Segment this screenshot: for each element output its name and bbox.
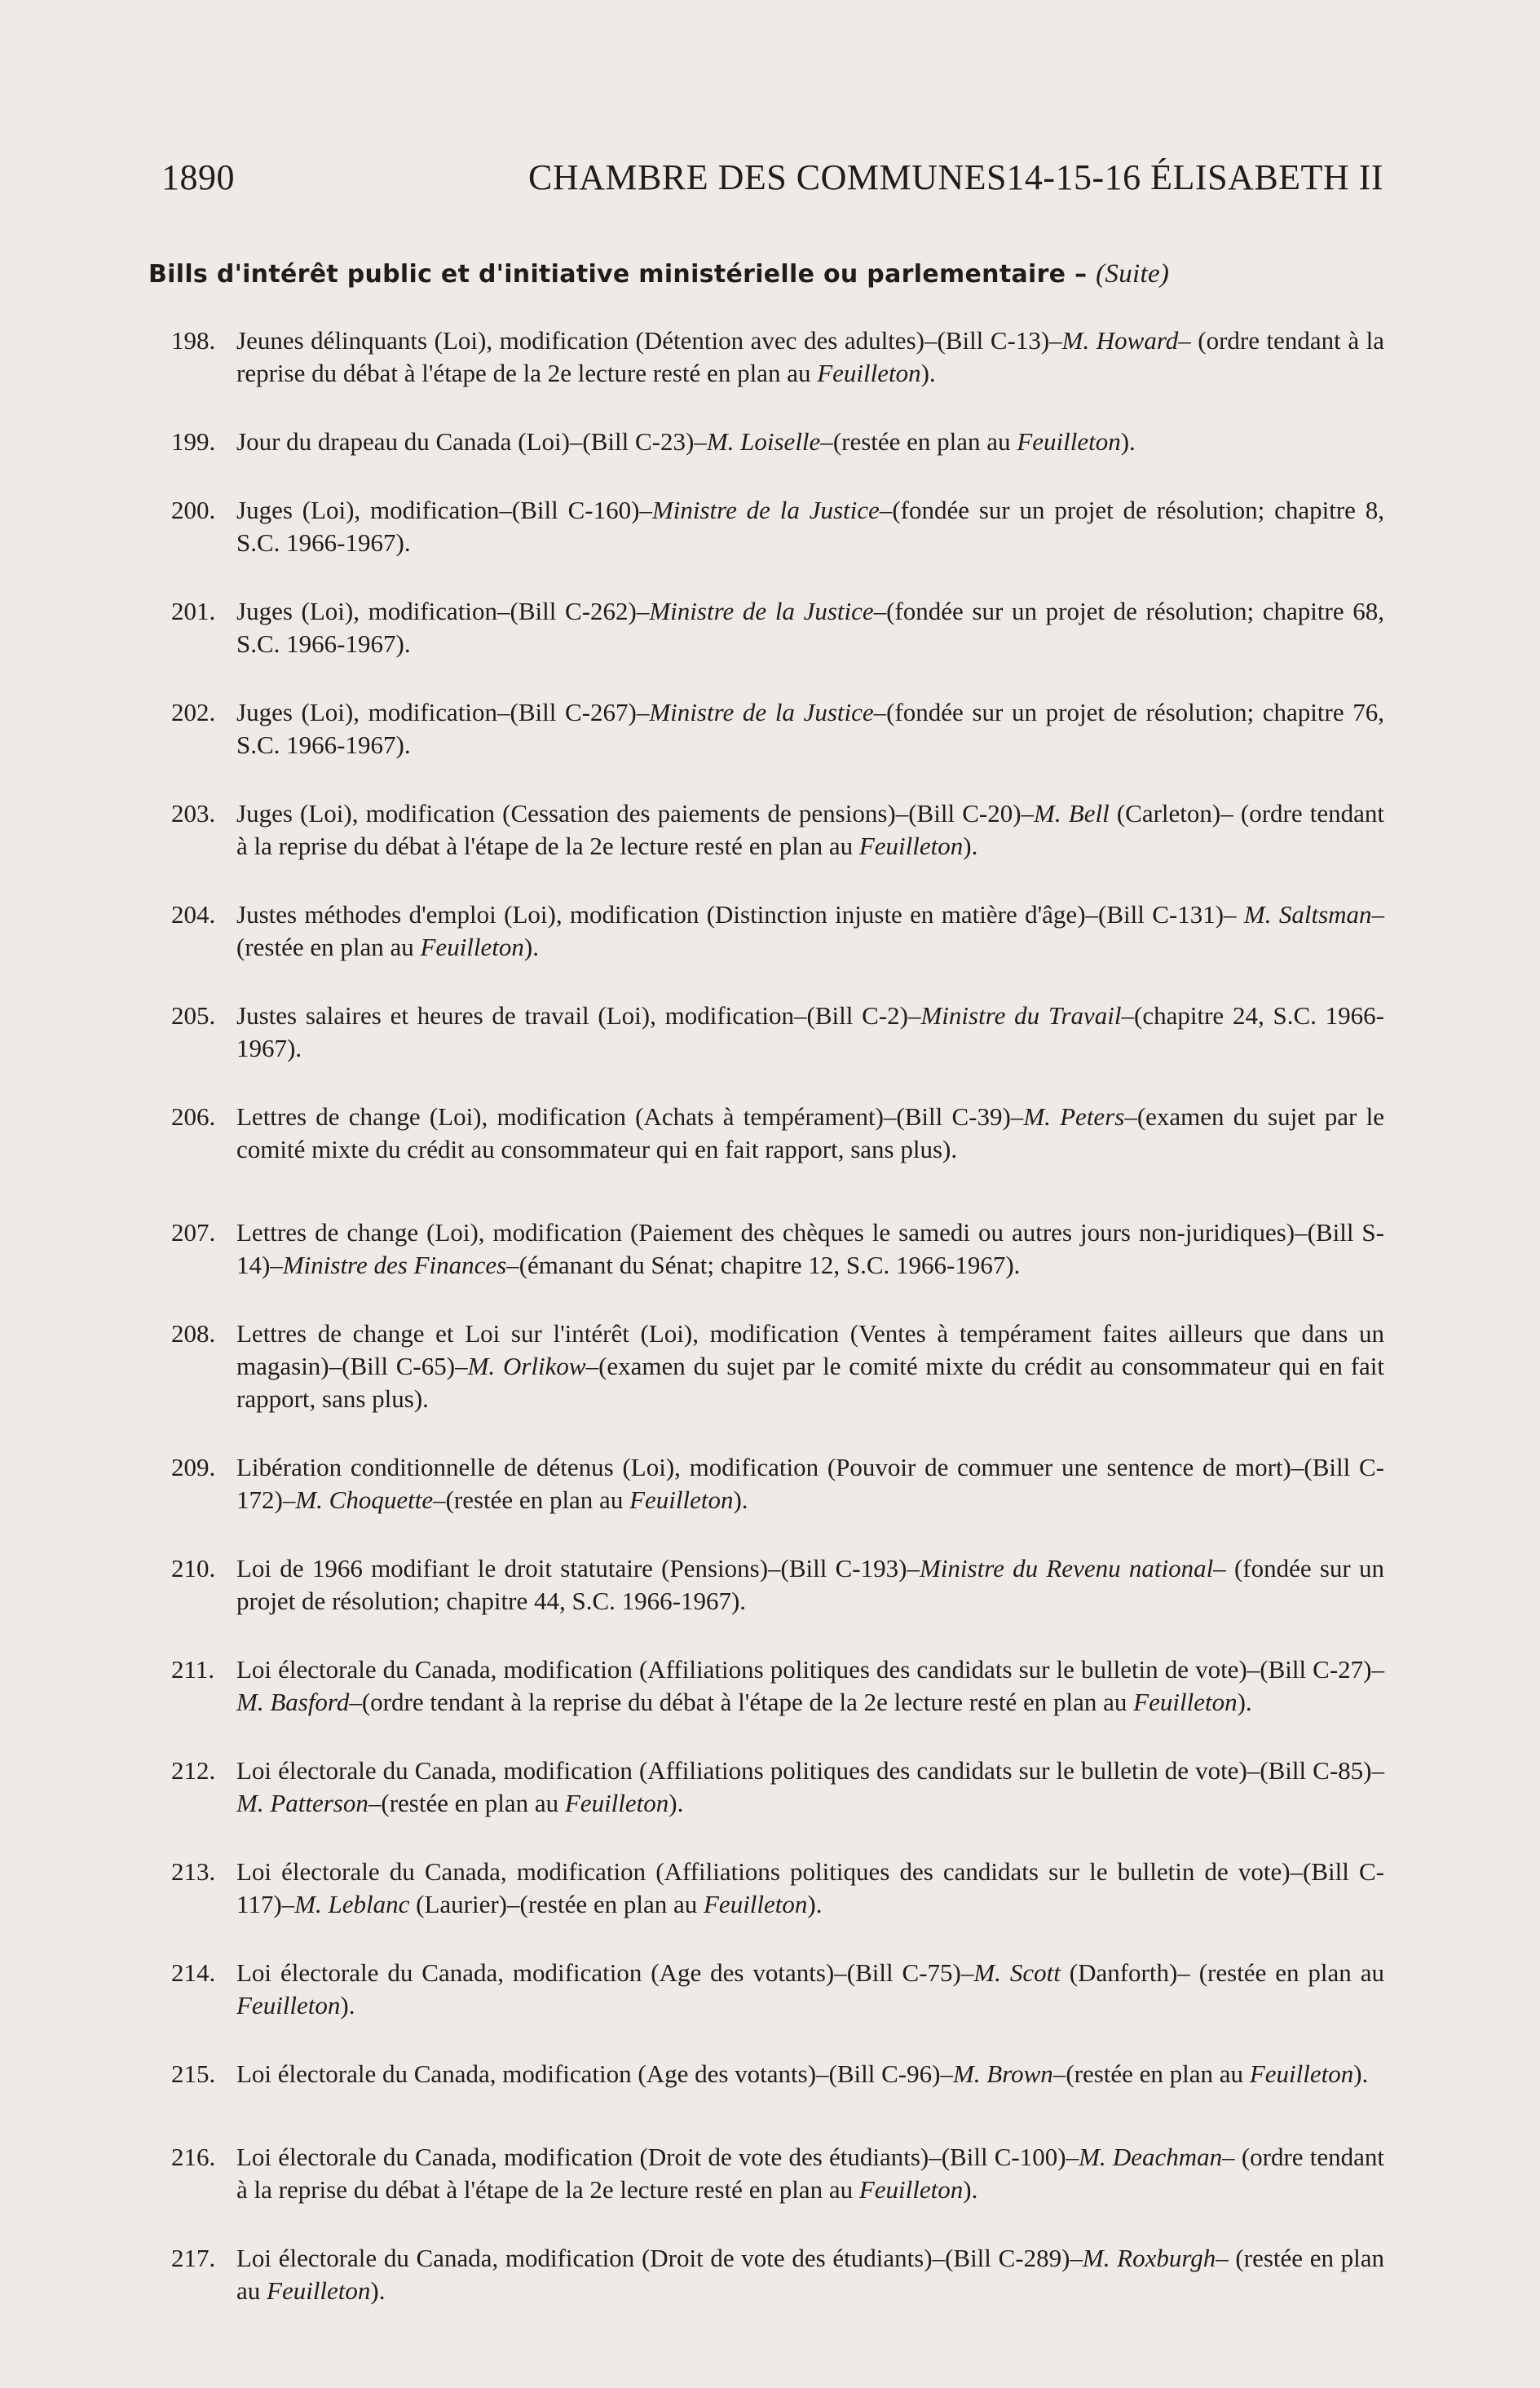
section-title [148,259,1169,289]
text-segment: (Carleton)– (ordre tendant à la reprise du débat à l'étape de la 2e lecture resté en plan au [236,799,1385,860]
regnal-year: 14-15-16 ÉLISABETH II [1006,157,1383,197]
italic-segment: Ministre de la Justice– [649,698,887,726]
italic-segment: Feuilleton [564,1789,669,1817]
text-segment: Loi électorale du Canada, modification (Affiliations politiques des candidats sur le bulletin de vote)–(Bill C-85)– [236,1756,1384,1785]
text-segment: Loi électorale du Canada, modification (Droit de vote des étudiants)–(Bill C-289)– [236,2244,1083,2272]
text-segment: Libération conditionnelle de détenus (Loi), modification (Pouvoir de commuer une sentence de mort)–(Bill C-172)– [236,1453,1384,1514]
text-segment: (ordre tendant à la reprise du débat à l'étape de la 2e lecture resté en plan au [361,1688,1134,1716]
bill-entry [161,494,1384,559]
bill-number: 212. [171,1756,216,1785]
bill-entry [161,1000,1384,1065]
bill-number: 205. [171,1001,216,1030]
bill-text [236,595,1384,660]
text-segment: (fondée sur un projet de résolution; chapitre 76, S.C. 1966-1967). [236,698,1385,759]
bill-number: 200. [171,496,216,524]
section-title-text: Bills d'intérêt public et d'initiative ministérielle ou parlementaire – [148,260,1088,289]
text-segment: Loi électorale du Canada, modification (Affiliations politiques des candidats sur le bulletin de vote)–(Bill C-27)– [236,1655,1384,1684]
bill-text [236,1957,1384,2022]
bill-list [161,289,1384,2307]
bill-text [236,494,1384,559]
bill-text [236,1552,1384,1618]
bill-text [236,898,1384,964]
italic-segment: M. Peters– [1023,1102,1137,1131]
italic-segment: Ministre du Revenu national– [919,1554,1226,1582]
italic-segment: Feuilleton [1017,427,1121,456]
bill-number: 201. [171,597,216,625]
text-segment: ). [1120,427,1136,456]
bill-entry [161,595,1384,660]
bill-number: 206. [171,1102,216,1131]
italic-segment: Feuilleton [817,359,921,387]
bill-text [236,1216,1384,1282]
italic-segment: M. Choquette– [295,1485,446,1514]
bill-text [236,2242,1384,2307]
text-segment: (fondée sur un projet de résolution; chapitre 68, S.C. 1966-1967). [236,597,1385,658]
bill-text [236,1755,1384,1820]
text-segment: (restée en plan au [236,2244,1384,2305]
bill-number: 209. [171,1453,216,1481]
bill-number: 211. [171,1655,215,1684]
text-segment: ). [807,1890,823,1918]
bill-entry [161,1653,1384,1719]
italic-segment: Feuilleton [629,1485,734,1514]
text-segment: (ordre tendant à la reprise du débat à l'étape de la 2e lecture resté en plan au [236,326,1384,387]
bill-entry [161,1552,1384,1618]
bill-text [236,1000,1384,1065]
page-number: 1890 [161,157,235,197]
italic-segment: Ministre de la Justice– [649,597,887,625]
chamber-title: CHAMBRE DES COMMUNES [528,157,1007,197]
text-segment: ). [370,2276,386,2305]
text-segment: Lettres de change et Loi sur l'intérêt (Loi), modification (Ventes à tempérament faites ailleurs que dans un magasin)–(Bill C-65)– [236,1319,1384,1380]
italic-segment: Feuilleton [267,2276,371,2305]
text-segment: Juges (Loi), modification–(Bill C-262)– [236,597,650,625]
bill-text [236,1856,1384,1921]
page-header [161,157,1383,205]
bill-text [236,2058,1384,2090]
bill-entry [161,2141,1384,2206]
bill-entry [161,2058,1384,2090]
bill-text [236,426,1384,458]
italic-segment: Feuilleton [420,933,524,961]
text-segment: Loi électorale du Canada, modification (Affiliations politiques des candidats sur le bulletin de vote)–(Bill C-117)– [236,1857,1384,1918]
italic-segment: Feuilleton [1133,1688,1238,1716]
italic-segment: M. Basford– [236,1688,362,1716]
italic-segment: M. Bell [1034,799,1110,828]
bill-number: 204. [171,900,216,929]
bill-entry [161,2242,1384,2307]
text-segment: ). [1237,1688,1252,1716]
bill-number: 213. [171,1857,216,1886]
text-segment: (Laurier)–(restée en plan au [409,1890,704,1918]
italic-segment: M. Brown– [952,2059,1066,2088]
italic-segment: M. Orlikow– [467,1352,599,1380]
text-segment: Jour du drapeau du Canada (Loi)–(Bill C-23)– [236,427,707,456]
text-segment: (examen du sujet par le comité mixte du crédit au consommateur qui en fait rapport, sans plus). [236,1102,1384,1163]
bill-number: 216. [171,2143,216,2171]
text-segment: (restée en plan au [445,1485,630,1514]
bill-text [236,1451,1384,1516]
text-segment: Loi électorale du Canada, modification (Age des votants)–(Bill C-96)– [236,2059,953,2088]
bill-entry [161,1957,1384,2022]
text-segment: Juges (Loi), modification–(Bill C-160)– [236,496,652,524]
text-segment: (fondée sur un projet de résolution; chapitre 8, S.C. 1966-1967). [236,496,1385,557]
text-segment: Loi électorale du Canada, modification (Age des votants)–(Bill C-75)– [236,1958,974,1987]
italic-segment: Feuilleton [704,1890,808,1918]
text-segment: Loi électorale du Canada, modification (Droit de vote des étudiants)–(Bill C-100)– [236,2143,1079,2171]
bill-entry [161,1755,1384,1820]
bill-text [236,696,1384,761]
italic-segment: Feuilleton [858,832,964,860]
bill-text [236,1653,1384,1719]
bill-entry [161,1101,1384,1166]
bill-number: 208. [171,1319,216,1348]
bill-number: 203. [171,799,216,828]
text-segment: Jeunes délinquants (Loi), modification (Détention avec des adultes)–(Bill C-13)– [236,326,1062,355]
text-segment: ). [733,1485,748,1514]
text-segment: (émanant du Sénat; chapitre 12, S.C. 1966-1967). [518,1251,1021,1279]
bill-entry [161,1216,1384,1282]
text-segment: Juges (Loi), modification–(Bill C-267)– [236,698,650,726]
text-segment: Loi de 1966 modifiant le droit statutaire (Pensions)–(Bill C-193)– [236,1554,920,1582]
italic-segment: Feuilleton [236,1991,341,2019]
bill-text [236,2141,1384,2206]
text-segment: (restée en plan au [832,427,1017,456]
italic-segment: M. Roxburgh– [1082,2244,1229,2272]
text-segment: Lettres de change (Loi), modification (Achats à tempérament)–(Bill C-39)– [236,1102,1024,1131]
italic-segment: M. Leblanc [294,1890,410,1918]
bill-entry [161,1856,1384,1921]
bill-number: 202. [171,698,216,726]
bill-text [236,797,1384,863]
italic-segment: M. Scott [973,1958,1061,1987]
text-segment: (chapitre 24, S.C. 1966-1967). [236,1001,1385,1062]
bill-entry [161,696,1384,761]
italic-segment: M. Loiselle– [706,427,833,456]
text-segment: ). [963,832,978,860]
bill-number: 198. [171,326,216,355]
text-segment: ). [340,1991,355,2019]
text-segment: ). [669,1789,684,1817]
bill-entry [161,1451,1384,1516]
bill-text [236,324,1384,390]
text-segment: ). [523,933,539,961]
text-segment: (restée en plan au [381,1789,565,1817]
bill-number: 214. [171,1958,216,1987]
italic-segment: Ministre des Finances– [282,1251,519,1279]
bill-number: 199. [171,427,216,456]
text-segment: (ordre tendant à la reprise du débat à l'étape de la 2e lecture resté en plan au [236,2143,1384,2204]
text-segment: (restée en plan au [1066,2059,1250,2088]
text-segment: ). [963,2175,978,2204]
text-segment: Justes salaires et heures de travail (Loi), modification–(Bill C-2)– [236,1001,921,1030]
bill-entry [161,797,1384,863]
text-segment: Juges (Loi), modification (Cessation des paiements de pensions)–(Bill C-20)– [236,799,1035,828]
section-suite: (Suite) [1096,259,1170,289]
text-segment: ). [920,359,936,387]
bill-entry [161,1318,1384,1415]
bill-number: 215. [171,2059,216,2088]
bill-entry [161,426,1384,458]
text-segment: (fondée sur un projet de résolution; chapitre 44, S.C. 1966-1967). [236,1554,1384,1615]
bill-number: 210. [171,1554,216,1582]
italic-segment: Ministre de la Justice– [651,496,893,524]
text-segment: Justes méthodes d'emploi (Loi), modification (Distinction injuste en matière d'âge)–(Bill C-131)– [236,900,1244,929]
bill-entry [161,898,1384,964]
italic-segment: Ministre du Travail– [920,1001,1135,1030]
italic-segment: M. Deachman– [1079,2143,1235,2171]
bill-number: 207. [171,1218,216,1247]
text-segment: (examen du sujet par le comité mixte du crédit au consommateur qui en fait rapport, sans plus). [236,1352,1385,1413]
text-segment: Lettres de change (Loi), modification (Paiement des chèques le samedi ou autres jours non-juridiques)–(Bill S-14)– [236,1218,1384,1279]
text-segment: ). [1353,2059,1369,2088]
bill-number: 217. [171,2244,216,2272]
text-segment: (restée en plan au [236,933,421,961]
text-segment: (Danforth)– (restée en plan au [1060,1958,1384,1987]
italic-segment: Feuilleton [858,2175,964,2204]
bill-entry [161,324,1384,390]
bill-text [236,1101,1384,1166]
italic-segment: M. Saltsman– [1243,900,1385,929]
italic-segment: M. Patterson– [236,1789,382,1817]
italic-segment: M. Howard– [1061,326,1191,355]
bill-text [236,1318,1384,1415]
italic-segment: Feuilleton [1249,2059,1354,2088]
